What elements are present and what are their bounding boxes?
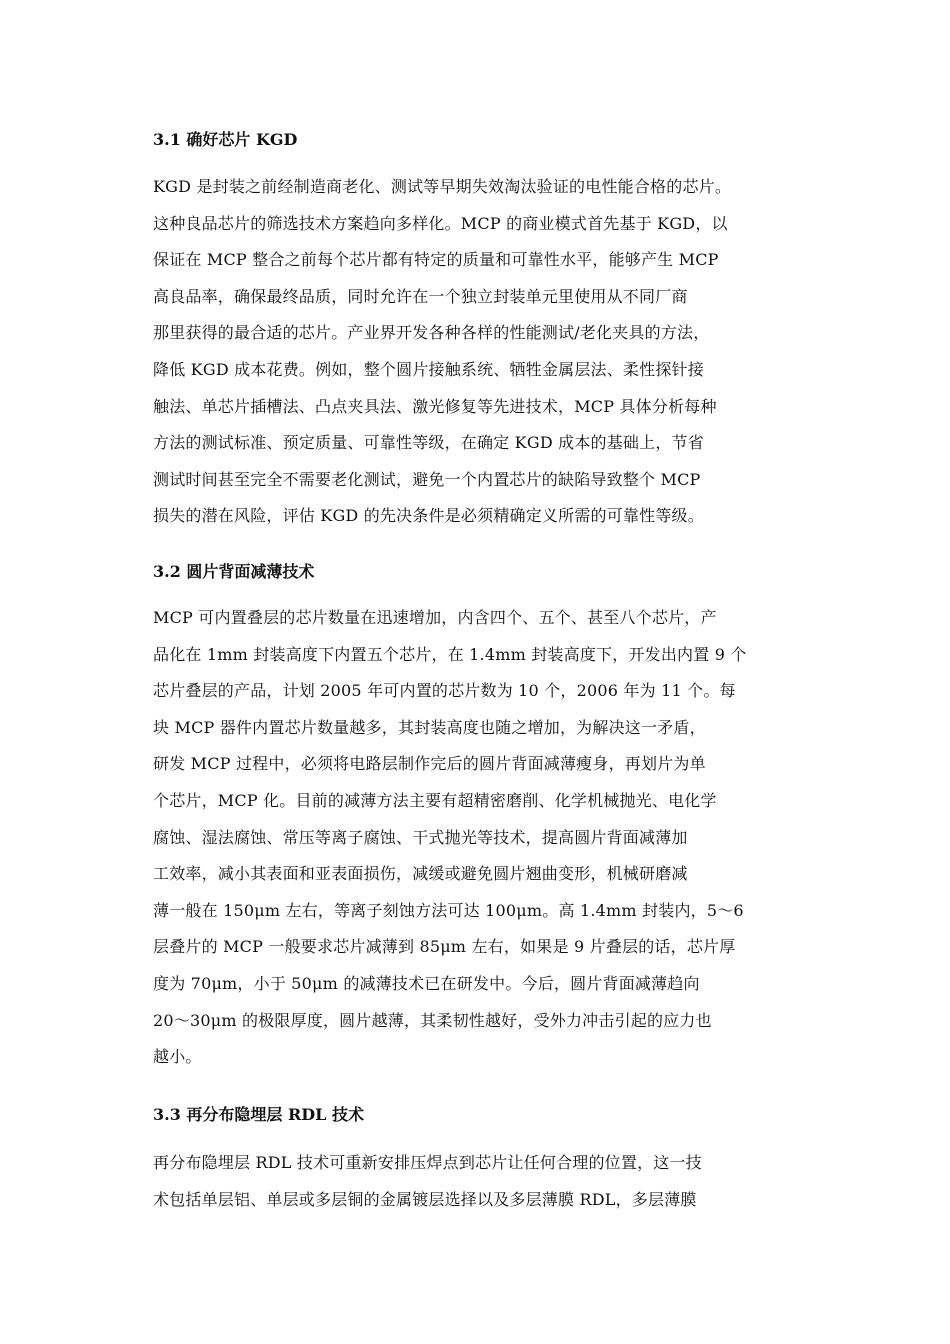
text-line: 研发 MCP 过程中，必须将电路层制作完后的圆片背面减薄瘦身，再划片为单 <box>153 754 706 774</box>
text-line: 那里获得的最合适的芯片。产业界开发各种各样的性能测试/老化夹具的方法， <box>153 323 710 343</box>
text-line: 高良品率，确保最终品质，同时允许在一个独立封装单元里使用从不同厂商 <box>153 286 688 306</box>
text-line: KGD 是封装之前经制造商老化、测试等早期失效淘汰验证的电性能合格的芯片。 <box>153 177 732 196</box>
section-body-3-2 <box>153 600 813 1076</box>
text-line: 20～30μm 的极限厚度，圆片越薄，其柔韧性越好，受外力冲击引起的应力也 <box>153 1010 712 1030</box>
text-line: 芯片叠层的产品，计划 2005 年可内置的芯片数为 10 个，2006 年为 11 个。每 <box>153 681 736 701</box>
section-body-3-3 <box>153 1145 813 1218</box>
text-line: 方法的测试标准、预定质量、可靠性等级，在确定 KGD 成本的基础上，节省 <box>153 433 704 453</box>
text-line: 测试时间甚至完全不需要老化测试，避免一个内置芯片的缺陷导致整个 MCP <box>153 469 701 489</box>
text-line: 层叠片的 MCP 一般要求芯片减薄到 85μm 左右，如果是 9 片叠层的话，芯片厚 <box>153 937 736 957</box>
text-line: 再分布隐埋层 RDL 技术可重新安排压焊点到芯片让任何合理的位置，这一技 <box>153 1153 702 1172</box>
section-heading-3-2: 3.2 圆片背面减薄技术 <box>153 562 315 581</box>
text-line: 保证在 MCP 整合之前每个芯片都有特定的质量和可靠性水平，能够产生 MCP <box>153 250 719 270</box>
text-line: 越小。 <box>153 1047 202 1067</box>
text-line: 个芯片，MCP 化。目前的减薄方法主要有超精密磨削、化学机械抛光、电化学 <box>153 790 717 810</box>
section-body-3-1 <box>153 169 813 535</box>
text-line: 损失的潜在风险，评估 KGD 的先决条件是必须精确定义所需的可靠性等级。 <box>153 506 704 526</box>
text-line: 术包括单层铝、单层或多层铜的金属镀层选择以及多层薄膜 RDL，多层薄膜 <box>153 1189 697 1209</box>
text-line: 品化在 1mm 封装高度下内置五个芯片，在 1.4mm 封装高度下，开发出内置 9 个 <box>153 644 747 664</box>
text-line: 降低 KGD 成本花费。例如，整个圆片接触系统、牺牲金属层法、柔性探针接 <box>153 359 704 379</box>
section-heading-3-1: 3.1 确好芯片 KGD <box>153 130 298 149</box>
text-line: 工效率，减小其表面和亚表面损伤，减缓或避免圆片翘曲变形，机械研磨减 <box>153 864 688 884</box>
text-line: MCP 可内置叠层的芯片数量在迅速增加，内含四个、五个、甚至八个芯片，产 <box>153 608 717 627</box>
text-line: 薄一般在 150μm 左右，等离子刻蚀方法可达 100μm。高 1.4mm 封装内，5～6 <box>153 900 744 920</box>
text-line: 块 MCP 器件内置芯片数量越多，其封装高度也随之增加，为解决这一矛盾， <box>153 717 706 737</box>
section-heading-3-3: 3.3 再分布隐埋层 RDL 技术 <box>153 1105 364 1124</box>
text-line: 腐蚀、湿法腐蚀、常压等离子腐蚀、干式抛光等技术，提高圆片背面减薄加 <box>153 827 688 847</box>
text-line: 这种良品芯片的筛选技术方案趋向多样化。MCP 的商业模式首先基于 KGD，以 <box>153 213 728 233</box>
text-line: 触法、单芯片插槽法、凸点夹具法、激光修复等先进技术，MCP 具体分析每种 <box>153 396 717 416</box>
text-line: 度为 70μm，小于 50μm 的减薄技术已在研发中。今后，圆片背面减薄趋向 <box>153 973 700 993</box>
